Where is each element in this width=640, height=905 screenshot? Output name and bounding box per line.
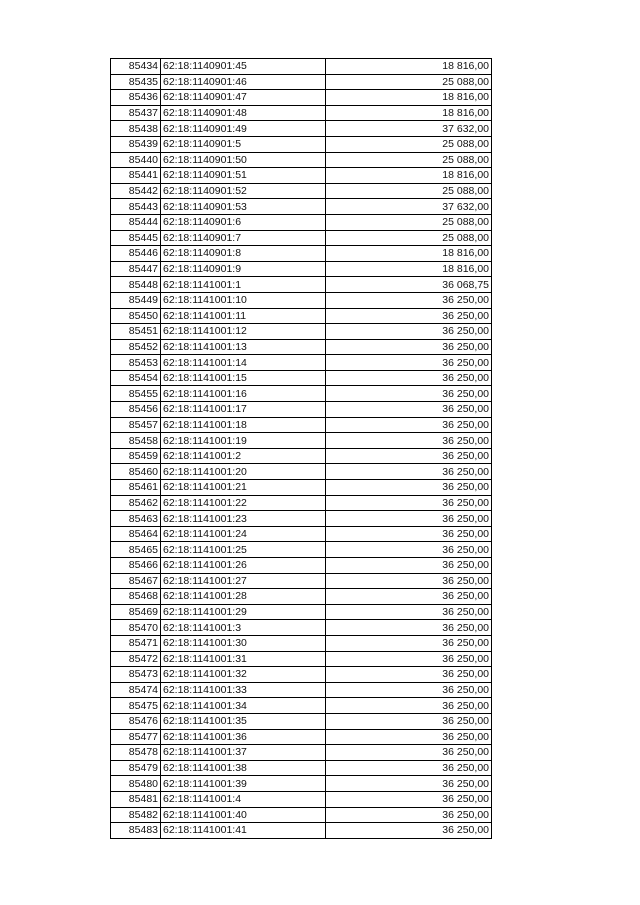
cadastral-number-cell: 62:18:1141001:20 — [161, 464, 326, 480]
row-number-cell: 85437 — [111, 105, 161, 121]
cadastral-value-cell: 36 250,00 — [326, 526, 492, 542]
table-row — [111, 308, 492, 324]
table-row — [111, 729, 492, 745]
table-row — [111, 277, 492, 293]
table-row — [111, 558, 492, 574]
cadastral-number-cell: 62:18:1140901:5 — [161, 136, 326, 152]
cadastral-number-cell: 62:18:1141001:3 — [161, 620, 326, 636]
cadastral-value-cell: 25 088,00 — [326, 183, 492, 199]
cadastral-value-cell: 36 250,00 — [326, 745, 492, 761]
cadastral-value-cell: 36 250,00 — [326, 402, 492, 418]
cadastral-number-cell: 62:18:1141001:33 — [161, 682, 326, 698]
cadastral-number-cell: 62:18:1140901:48 — [161, 105, 326, 121]
table-row — [111, 760, 492, 776]
table-row — [111, 152, 492, 168]
table-body — [111, 59, 492, 839]
cadastral-number-cell: 62:18:1141001:11 — [161, 308, 326, 324]
cadastral-value-cell: 18 816,00 — [326, 59, 492, 75]
cadastral-value-cell: 36 250,00 — [326, 604, 492, 620]
table-row — [111, 59, 492, 75]
cadastral-value-cell: 36 250,00 — [326, 807, 492, 823]
cadastral-value-cell: 36 250,00 — [326, 682, 492, 698]
cadastral-number-cell: 62:18:1141001:15 — [161, 370, 326, 386]
cadastral-number-cell: 62:18:1141001:28 — [161, 589, 326, 605]
row-number-cell: 85480 — [111, 776, 161, 792]
table-row — [111, 713, 492, 729]
row-number-cell: 85443 — [111, 199, 161, 215]
table-row — [111, 136, 492, 152]
cadastral-value-cell: 36 250,00 — [326, 713, 492, 729]
cadastral-value-cell: 36 250,00 — [326, 635, 492, 651]
row-number-cell: 85450 — [111, 308, 161, 324]
cadastral-number-cell: 62:18:1141001:12 — [161, 324, 326, 340]
table-row — [111, 807, 492, 823]
cadastral-number-cell: 62:18:1141001:22 — [161, 495, 326, 511]
cadastral-number-cell: 62:18:1140901:53 — [161, 199, 326, 215]
cadastral-value-cell: 36 250,00 — [326, 511, 492, 527]
cadastral-number-cell: 62:18:1141001:24 — [161, 526, 326, 542]
table-row — [111, 698, 492, 714]
row-number-cell: 85458 — [111, 433, 161, 449]
cadastral-value-cell: 36 250,00 — [326, 698, 492, 714]
cadastral-number-cell: 62:18:1141001:4 — [161, 791, 326, 807]
cadastral-value-cell: 18 816,00 — [326, 90, 492, 106]
row-number-cell: 85475 — [111, 698, 161, 714]
table-row — [111, 480, 492, 496]
cadastral-value-cell: 36 250,00 — [326, 823, 492, 839]
cadastral-number-cell: 62:18:1141001:31 — [161, 651, 326, 667]
row-number-cell: 85459 — [111, 448, 161, 464]
cadastral-value-cell: 36 250,00 — [326, 729, 492, 745]
cadastral-number-cell: 62:18:1140901:6 — [161, 214, 326, 230]
row-number-cell: 85473 — [111, 667, 161, 683]
cadastral-value-cell: 25 088,00 — [326, 74, 492, 90]
row-number-cell: 85470 — [111, 620, 161, 636]
table-row — [111, 324, 492, 340]
cadastral-value-cell: 36 250,00 — [326, 355, 492, 371]
cadastral-value-cell: 18 816,00 — [326, 105, 492, 121]
row-number-cell: 85438 — [111, 121, 161, 137]
table-row — [111, 183, 492, 199]
table-row — [111, 651, 492, 667]
row-number-cell: 85436 — [111, 90, 161, 106]
cadastral-value-cell: 36 250,00 — [326, 386, 492, 402]
table-row — [111, 433, 492, 449]
table-row — [111, 682, 492, 698]
cadastral-value-cell: 36 250,00 — [326, 292, 492, 308]
cadastral-value-cell: 36 250,00 — [326, 620, 492, 636]
row-number-cell: 85452 — [111, 339, 161, 355]
cadastral-number-cell: 62:18:1140901:49 — [161, 121, 326, 137]
cadastral-number-cell: 62:18:1141001:14 — [161, 355, 326, 371]
cadastral-value-cell: 36 250,00 — [326, 651, 492, 667]
cadastral-value-cell: 18 816,00 — [326, 168, 492, 184]
cadastral-value-cell: 25 088,00 — [326, 230, 492, 246]
cadastral-value-cell: 36 250,00 — [326, 417, 492, 433]
cadastral-value-cell: 36 250,00 — [326, 480, 492, 496]
cadastral-value-cell: 36 068,75 — [326, 277, 492, 293]
row-number-cell: 85481 — [111, 791, 161, 807]
cadastral-value-cell: 37 632,00 — [326, 199, 492, 215]
cadastral-number-cell: 62:18:1141001:25 — [161, 542, 326, 558]
table-row — [111, 292, 492, 308]
table-row — [111, 604, 492, 620]
row-number-cell: 85444 — [111, 214, 161, 230]
cadastral-value-cell: 36 250,00 — [326, 464, 492, 480]
cadastral-value-cell: 36 250,00 — [326, 776, 492, 792]
row-number-cell: 85448 — [111, 277, 161, 293]
cadastral-number-cell: 62:18:1141001:37 — [161, 745, 326, 761]
cadastral-number-cell: 62:18:1141001:34 — [161, 698, 326, 714]
row-number-cell: 85439 — [111, 136, 161, 152]
table-row — [111, 542, 492, 558]
table-row — [111, 511, 492, 527]
row-number-cell: 85461 — [111, 480, 161, 496]
row-number-cell: 85446 — [111, 246, 161, 262]
cadastral-number-cell: 62:18:1141001:19 — [161, 433, 326, 449]
row-number-cell: 85453 — [111, 355, 161, 371]
table-row — [111, 199, 492, 215]
cadastral-value-cell: 36 250,00 — [326, 542, 492, 558]
row-number-cell: 85460 — [111, 464, 161, 480]
cadastral-number-cell: 62:18:1141001:17 — [161, 402, 326, 418]
table-row — [111, 386, 492, 402]
row-number-cell: 85471 — [111, 635, 161, 651]
cadastral-number-cell: 62:18:1141001:41 — [161, 823, 326, 839]
row-number-cell: 85447 — [111, 261, 161, 277]
row-number-cell: 85455 — [111, 386, 161, 402]
cadastral-number-cell: 62:18:1140901:51 — [161, 168, 326, 184]
row-number-cell: 85434 — [111, 59, 161, 75]
cadastral-number-cell: 62:18:1140901:8 — [161, 246, 326, 262]
row-number-cell: 85468 — [111, 589, 161, 605]
cadastral-number-cell: 62:18:1141001:38 — [161, 760, 326, 776]
table-row — [111, 495, 492, 511]
cadastral-number-cell: 62:18:1141001:10 — [161, 292, 326, 308]
table-row — [111, 589, 492, 605]
row-number-cell: 85466 — [111, 558, 161, 574]
table-row — [111, 667, 492, 683]
cadastral-value-cell: 36 250,00 — [326, 558, 492, 574]
table-row — [111, 370, 492, 386]
cadastral-value-cell: 36 250,00 — [326, 760, 492, 776]
cadastral-number-cell: 62:18:1141001:39 — [161, 776, 326, 792]
cadastral-number-cell: 62:18:1141001:35 — [161, 713, 326, 729]
row-number-cell: 85441 — [111, 168, 161, 184]
cadastral-number-cell: 62:18:1141001:16 — [161, 386, 326, 402]
cadastral-value-cell: 36 250,00 — [326, 308, 492, 324]
row-number-cell: 85482 — [111, 807, 161, 823]
table-row — [111, 168, 492, 184]
cadastral-value-cell: 36 250,00 — [326, 324, 492, 340]
cadastral-number-cell: 62:18:1140901:7 — [161, 230, 326, 246]
table-row — [111, 355, 492, 371]
row-number-cell: 85442 — [111, 183, 161, 199]
table-row — [111, 230, 492, 246]
table-row — [111, 246, 492, 262]
row-number-cell: 85472 — [111, 651, 161, 667]
table-row — [111, 74, 492, 90]
cadastral-value-cell: 36 250,00 — [326, 667, 492, 683]
table-row — [111, 261, 492, 277]
table-row — [111, 745, 492, 761]
table-row — [111, 121, 492, 137]
table-row — [111, 526, 492, 542]
cadastral-number-cell: 62:18:1140901:52 — [161, 183, 326, 199]
row-number-cell: 85467 — [111, 573, 161, 589]
table-row — [111, 90, 492, 106]
cadastral-value-cell: 25 088,00 — [326, 152, 492, 168]
table-row — [111, 573, 492, 589]
row-number-cell: 85476 — [111, 713, 161, 729]
cadastral-number-cell: 62:18:1141001:30 — [161, 635, 326, 651]
cadastral-number-cell: 62:18:1141001:26 — [161, 558, 326, 574]
cadastral-value-cell: 36 250,00 — [326, 339, 492, 355]
cadastral-number-cell: 62:18:1141001:1 — [161, 277, 326, 293]
cadastral-number-cell: 62:18:1141001:29 — [161, 604, 326, 620]
cadastral-value-cell: 36 250,00 — [326, 495, 492, 511]
cadastral-value-table — [110, 58, 492, 839]
row-number-cell: 85435 — [111, 74, 161, 90]
cadastral-number-cell: 62:18:1141001:32 — [161, 667, 326, 683]
cadastral-value-cell: 36 250,00 — [326, 791, 492, 807]
table-row — [111, 402, 492, 418]
cadastral-number-cell: 62:18:1140901:9 — [161, 261, 326, 277]
cadastral-number-cell: 62:18:1141001:27 — [161, 573, 326, 589]
row-number-cell: 85474 — [111, 682, 161, 698]
cadastral-value-cell: 25 088,00 — [326, 136, 492, 152]
table-row — [111, 635, 492, 651]
row-number-cell: 85464 — [111, 526, 161, 542]
cadastral-number-cell: 62:18:1140901:46 — [161, 74, 326, 90]
table-row — [111, 417, 492, 433]
cadastral-number-cell: 62:18:1140901:47 — [161, 90, 326, 106]
row-number-cell: 85449 — [111, 292, 161, 308]
table-row — [111, 105, 492, 121]
cadastral-number-cell: 62:18:1140901:50 — [161, 152, 326, 168]
table-row — [111, 823, 492, 839]
cadastral-number-cell: 62:18:1141001:18 — [161, 417, 326, 433]
table-row — [111, 214, 492, 230]
row-number-cell: 85451 — [111, 324, 161, 340]
row-number-cell: 85440 — [111, 152, 161, 168]
cadastral-number-cell: 62:18:1141001:13 — [161, 339, 326, 355]
row-number-cell: 85462 — [111, 495, 161, 511]
row-number-cell: 85454 — [111, 370, 161, 386]
row-number-cell: 85469 — [111, 604, 161, 620]
row-number-cell: 85478 — [111, 745, 161, 761]
table-row — [111, 776, 492, 792]
cadastral-number-cell: 62:18:1141001:23 — [161, 511, 326, 527]
row-number-cell: 85483 — [111, 823, 161, 839]
row-number-cell: 85463 — [111, 511, 161, 527]
table-row — [111, 791, 492, 807]
cadastral-number-cell: 62:18:1141001:40 — [161, 807, 326, 823]
cadastral-value-cell: 36 250,00 — [326, 370, 492, 386]
table-row — [111, 448, 492, 464]
row-number-cell: 85456 — [111, 402, 161, 418]
cadastral-value-cell: 36 250,00 — [326, 573, 492, 589]
cadastral-number-cell: 62:18:1141001:36 — [161, 729, 326, 745]
cadastral-value-cell: 37 632,00 — [326, 121, 492, 137]
row-number-cell: 85477 — [111, 729, 161, 745]
cadastral-number-cell: 62:18:1141001:21 — [161, 480, 326, 496]
row-number-cell: 85479 — [111, 760, 161, 776]
row-number-cell: 85465 — [111, 542, 161, 558]
table-row — [111, 620, 492, 636]
table-row — [111, 464, 492, 480]
cadastral-value-cell: 36 250,00 — [326, 589, 492, 605]
cadastral-value-cell: 36 250,00 — [326, 433, 492, 449]
row-number-cell: 85457 — [111, 417, 161, 433]
cadastral-number-cell: 62:18:1141001:2 — [161, 448, 326, 464]
table-row — [111, 339, 492, 355]
cadastral-value-cell: 25 088,00 — [326, 214, 492, 230]
cadastral-value-cell: 18 816,00 — [326, 246, 492, 262]
cadastral-value-cell: 18 816,00 — [326, 261, 492, 277]
cadastral-number-cell: 62:18:1140901:45 — [161, 59, 326, 75]
row-number-cell: 85445 — [111, 230, 161, 246]
cadastral-value-cell: 36 250,00 — [326, 448, 492, 464]
